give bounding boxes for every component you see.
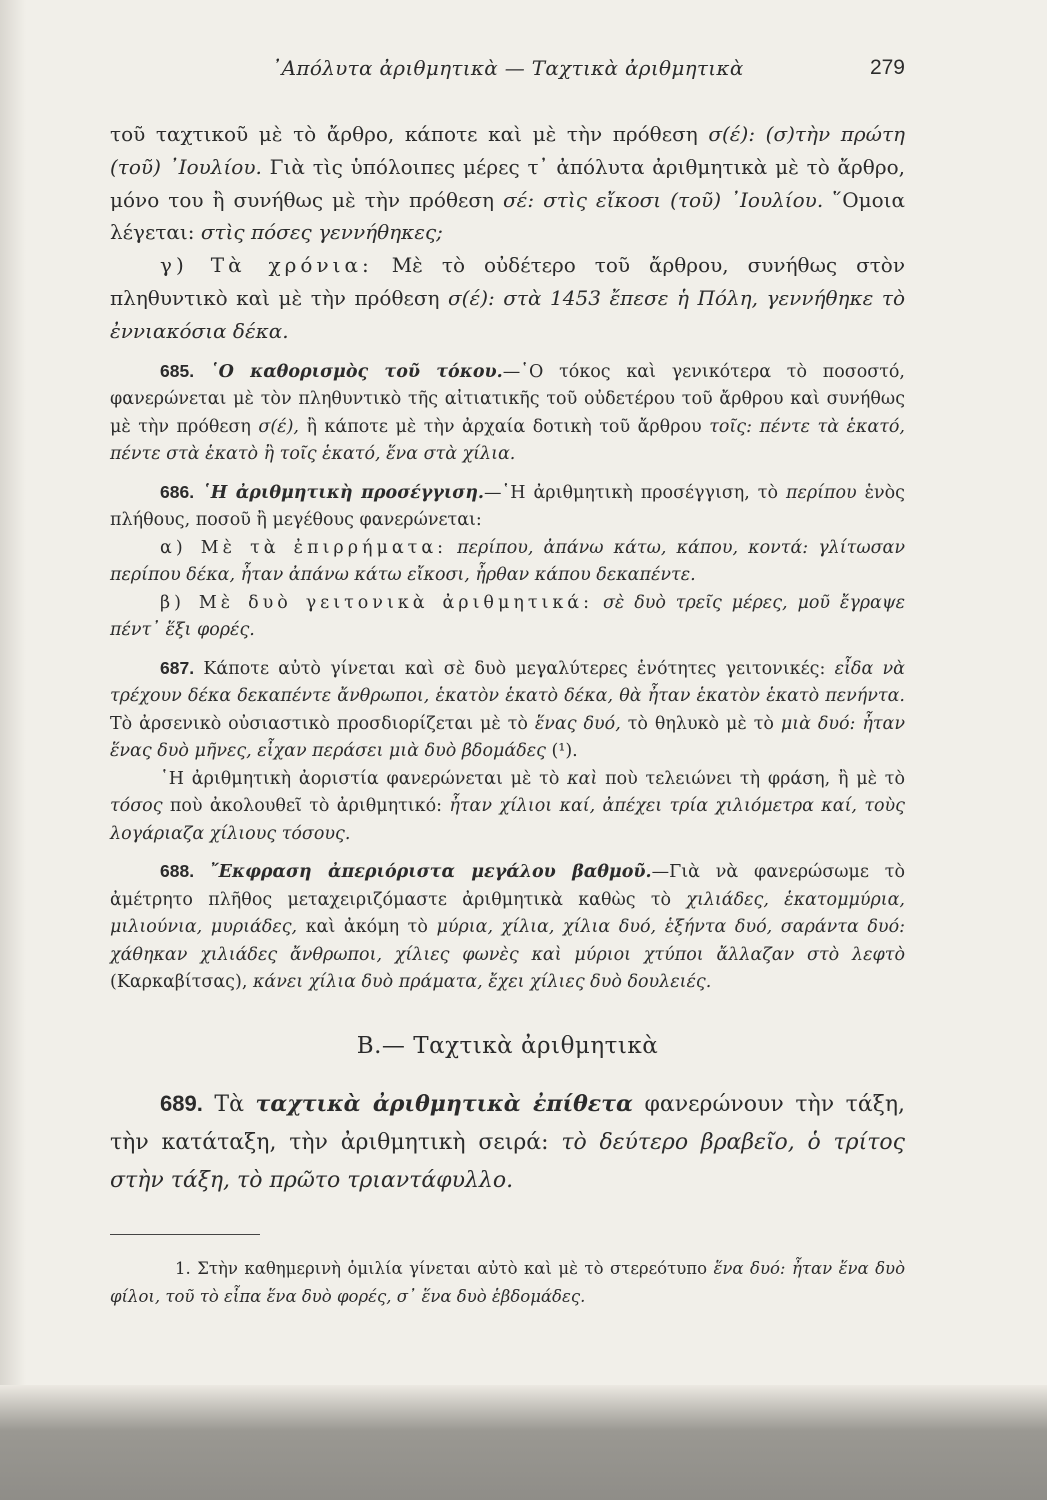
section-number: 687.	[160, 657, 195, 678]
running-title: ᾿Απόλυτα ἀριθμητικὰ — Ταχτικὰ ἀριθμητικὰ	[271, 56, 744, 80]
section-689: 689. Τὰ ταχτικὰ ἀριθμητικὰ ἐπίθετα φανερώνουν τὴν τάξη, τὴν κατάταξη, τὴν ἀριθμητικὴ σειρά: τὸ δεύτερο βραβεῖο, ὁ τρίτος στὴν τάξη, τὸ πρῶτο τριαντάφυλλο.	[110, 1090, 905, 1193]
page-edge-shadow	[0, 0, 26, 1500]
section-685: 685. ῾Ο καθορισμὸς τοῦ τόκου.—῾Ο τόκος καὶ γενικότερα τὸ ποσοστό, φανερώνεται μὲ τὸν πληθυντικὸ τῆς αἰτιατικῆς τοῦ οὐδετέρου τοῦ ἄρθρου καὶ συνήθως μὲ τὴν πρόθεση σ(έ), ἢ κάποτε μὲ τὴν ἀρχαία δοτικὴ τοῦ ἄρθρου τοῖς: πέντε τὰ ἑκατό, πέντε στὰ ἑκατὸ ἢ τοῖς ἑκατό, ἕνα στὰ χίλια.	[110, 360, 905, 465]
section-687: 687. Κάποτε αὐτὸ γίνεται καὶ σὲ δυὸ μεγαλύτερες ἑνότητες γειτονικές: εἶδα νὰ τρέχουν δέκα δεκαπέντε ἄνθρωποι, ἑκατὸν ἑκατὸ δέκα, θὰ ἦταν ἑκατὸν ἑκατὸ πενήντα. Τὸ ἀρσενικὸ οὐσιαστικὸ προσδιορίζεται μὲ τὸ ἕνας δυό, τὸ θηλυκὸ μὲ τὸ μιὰ δυό: ἦταν ἕνας δυὸ μῆνες, εἶχαν περάσει μιὰ δυὸ βδομάδες (¹).	[110, 657, 906, 762]
page-header	[110, 56, 905, 86]
section-686: 686. ῾Η ἀριθμητικὴ προσέγγιση.—῾Η ἀριθμητικὴ προσέγγιση, τὸ περίπου ἑνὸς πλήθους, ποσοῦ ἢ μεγέθους φανερώνεται:	[110, 481, 905, 531]
section-heading-b: Β.— Ταχτικὰ ἀριθμητικὰ	[356, 1032, 659, 1059]
intro-paragraph: τοῦ ταχτικοῦ μὲ τὸ ἄρθρο, κάποτε καὶ μὲ τὴν πρόθεση σ(έ): (σ)τὴν πρώτη (τοῦ) ᾿Ιουλίου. Γιὰ τὶς ὑπόλοιπες μέρες τ᾿ ἀπόλυτα ἀριθμητικὰ μὲ τὸ ἄρθρο, μόνο του ἢ συνήθως μὲ τὴν πρόθεση σέ: στὶς εἴκοσι (τοῦ) ᾿Ιουλίου. ῞Ομοια λέγεται: στὶς πόσες γεννήθηκες;	[110, 122, 905, 245]
section-number: 686.	[160, 481, 195, 502]
section-687-paragraph-2: ῾Η ἀριθμητικὴ ἀοριστία φανερώνεται μὲ τὸ καὶ ποὺ τελειώνει τὴ φράση, ἢ μὲ τὸ τόσος ποὺ ἀκολουθεῖ τὸ ἀριθμητικό: ἦταν χίλιοι καί, ἀπέχει τρία χιλιόμετρα καί, τοὺς λογάριαζα χίλιους τόσους.	[110, 768, 906, 844]
page-number: 279	[869, 56, 905, 79]
body-text	[110, 118, 905, 1311]
paragraph-years: γ) Τὰ χρόνια: Μὲ τὸ οὐδέτερο τοῦ ἄρθρου, συνήθως στὸν πληθυντικὸ καὶ μὲ τὴν πρόθεση σ(έ): στὰ 1453 ἔπεσε ἡ Πόλη, γεννήθηκε τὸ ἐννιακόσια δέκα.	[110, 253, 905, 343]
section-number: 689.	[160, 1090, 203, 1116]
section-title: ῎Εκφραση ἀπεριόριστα μεγάλου βαθμοῦ.	[209, 862, 652, 883]
section-number: 688.	[160, 861, 195, 882]
footnote: 1. Στὴν καθημερινὴ ὁμιλία γίνεται αὐτὸ καὶ μὲ τὸ στερεότυπο ἕνα δυό: ἦταν ἕνα δυὸ φίλοι, τοῦ τὸ εἶπα ἕνα δυὸ φορές, σ᾿ ἕνα δυὸ ἑβδομάδες.	[110, 1258, 905, 1306]
section-686-item-a: α) Μὲ τὰ ἐπιρρήματα: περίπου, ἀπάνω κάτω, κάπου, κοντά: γλίτωσαν περίπου δέκα, ἦταν ἀπάνω κάτω εἴκοσι, ἦρθαν κάπου δεκαπέντε.	[110, 537, 905, 586]
section-686-item-b: β) Μὲ δυὸ γειτονικὰ ἀριθμητικά: σὲ δυὸ τρεῖς μέρες, μοῦ ἔγραψε πέντ᾿ ἕξι φορές.	[110, 592, 905, 641]
section-number: 685.	[160, 360, 195, 381]
page-bottom-shadow	[0, 1385, 1047, 1500]
footnote-divider	[110, 1234, 260, 1235]
section-688: 688. ῎Εκφραση ἀπεριόριστα μεγάλου βαθμοῦ.—Γιὰ νὰ φανερώσωμε τὸ ἀμέτρητο πλῆθος μεταχειριζόμαστε ἀριθμητικὰ καθὼς τὸ χιλιάδες, ἑκατομμύρια, μιλιούνια, μυριάδες, καὶ ἀκόμη τὸ μύρια, χίλια, χίλια δυό, ἑξήντα δυό, σαράντα δυό: χάθηκαν χιλιάδες ἄνθρωποι, χίλιες φωνὲς καὶ μύριοι χτύποι ἄλλαζαν στὸ λεφτὸ (Καρκαβίτσας), κάνει χίλια δυὸ πράματα, ἔχει χίλιες δυὸ δουλειές.	[110, 861, 906, 993]
section-title: ῾Ο καθορισμὸς τοῦ τόκου.	[209, 361, 503, 382]
section-title: ῾Η ἀριθμητικὴ προσέγγιση.	[202, 482, 485, 503]
